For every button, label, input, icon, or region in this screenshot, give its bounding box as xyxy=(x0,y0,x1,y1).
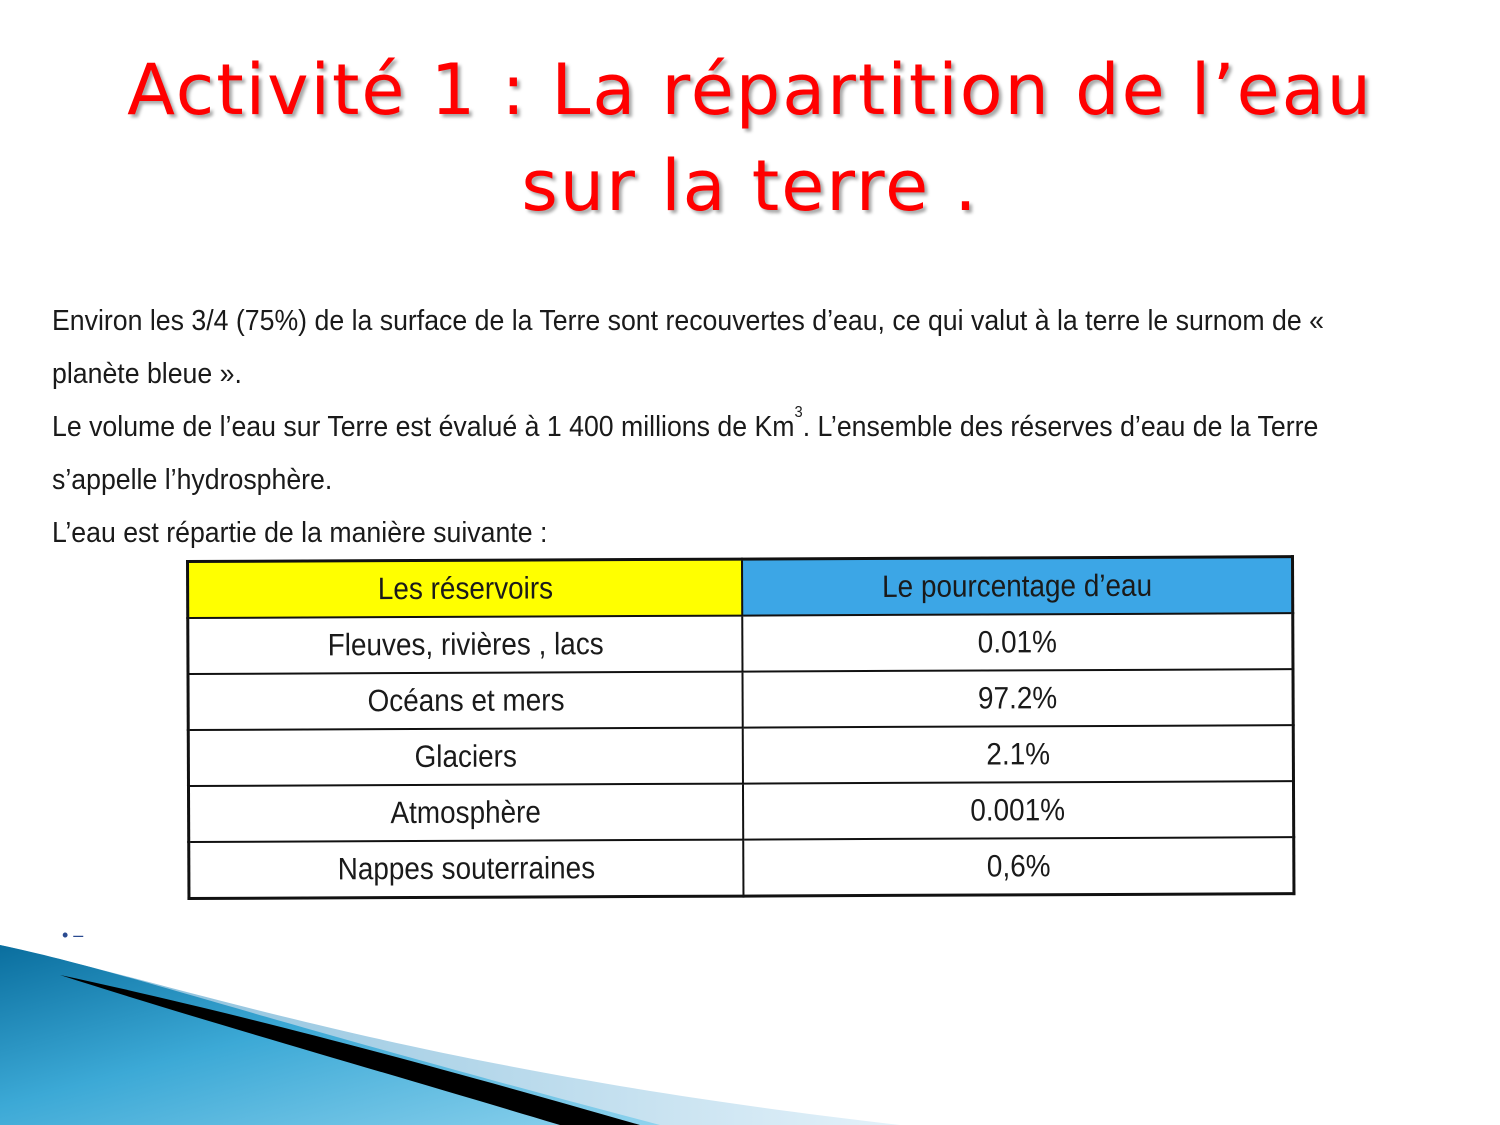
reservoir-name: Fleuves, rivières , lacs xyxy=(327,626,604,663)
table-header-row xyxy=(188,557,1293,618)
stray-marks: • – xyxy=(62,925,84,945)
percentage-cell xyxy=(742,613,1293,671)
volume-text-end: . L’ensemble des réserves d’eau de la Terre s’appelle l’hydrosphère. xyxy=(52,411,1319,496)
header-reservoirs-label: Les réservoirs xyxy=(377,570,553,607)
title-line-1: Activité 1 : La répartition de l’eau xyxy=(127,49,1373,131)
percentage-value: 0,6% xyxy=(986,848,1051,884)
percentage-value: 97.2% xyxy=(977,680,1058,716)
header-percentage xyxy=(742,557,1293,616)
percentage-cell xyxy=(743,781,1294,839)
reservoir-cell xyxy=(188,784,743,842)
table-row xyxy=(188,669,1293,730)
slide-title xyxy=(0,42,1500,234)
reservoir-cell xyxy=(188,672,743,730)
table-row xyxy=(189,837,1294,898)
paragraph-distribution-intro: L’eau est répartie de la manière suivante : xyxy=(52,517,548,549)
paragraph-surface: Environ les 3/4 (75%) de la surface de la Terre sont recouvertes d’eau, ce qui valut à la terre le surnom de « planète bleue ». xyxy=(52,305,1324,390)
reservoir-name: Atmosphère xyxy=(390,794,542,831)
corner-decoration xyxy=(0,930,900,1125)
reservoir-name: Glaciers xyxy=(414,738,518,775)
header-reservoirs xyxy=(188,559,743,618)
table-row xyxy=(188,613,1293,674)
percentage-value: 2.1% xyxy=(985,736,1050,772)
percentage-value: 0.001% xyxy=(970,792,1066,828)
paragraph-volume xyxy=(52,401,1340,507)
percentage-value: 0.01% xyxy=(977,624,1057,660)
percentage-cell xyxy=(742,669,1293,727)
header-percentage-label: Le pourcentage d’eau xyxy=(882,567,1153,604)
reservoir-cell xyxy=(188,616,743,674)
title-line-2: sur la terre . xyxy=(521,145,979,227)
reservoir-name: Océans et mers xyxy=(367,682,565,719)
reservoir-name: Nappes souterraines xyxy=(337,850,596,887)
volume-text-start: Le volume de l’eau sur Terre est évalué à 1 400 millions de Km xyxy=(52,411,795,443)
percentage-cell xyxy=(743,725,1294,783)
intro-text xyxy=(52,295,1340,560)
percentage-cell xyxy=(743,837,1294,896)
reservoir-cell xyxy=(189,840,744,899)
table-row xyxy=(188,725,1293,786)
reservoir-cell xyxy=(188,728,743,786)
water-distribution-table xyxy=(186,555,1295,900)
table-row xyxy=(188,781,1293,842)
cubic-exponent: 3 xyxy=(794,404,803,421)
